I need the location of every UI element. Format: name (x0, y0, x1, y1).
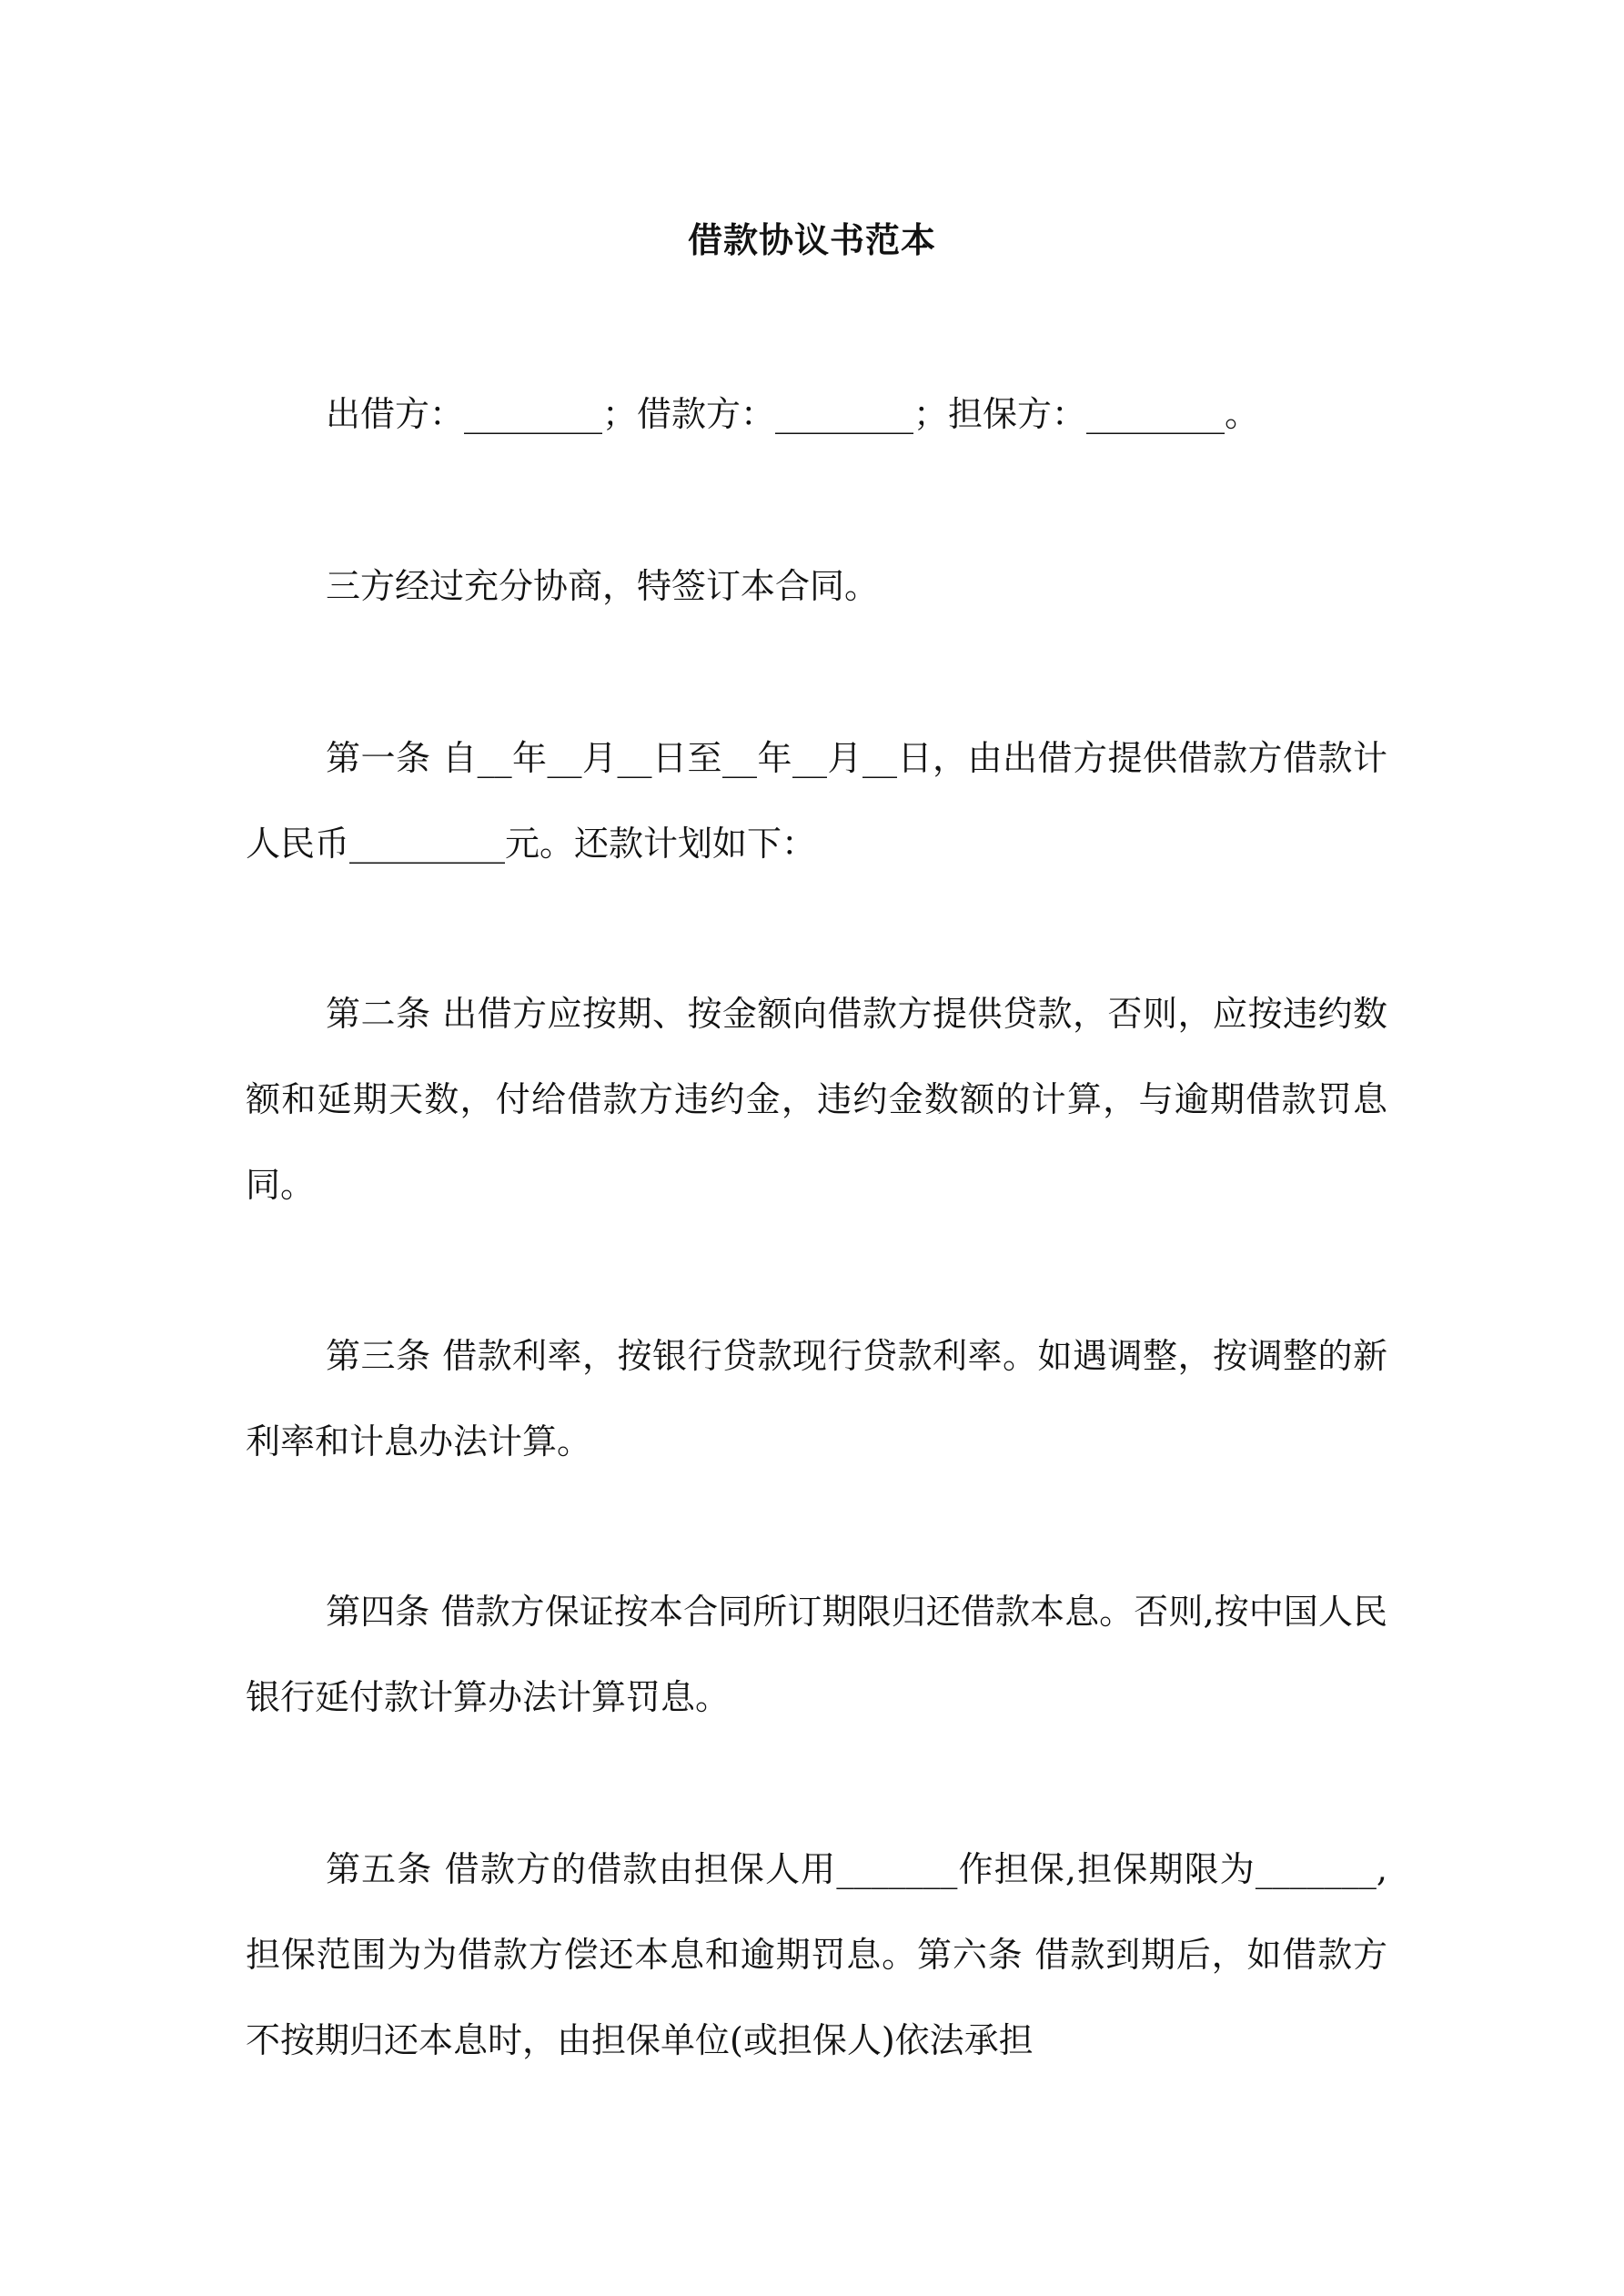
intro-paragraph: 三方经过充分协商，特签订本合同。 (326, 566, 880, 606)
article-4-paragraph: 第四条 借款方保证按本合同所订期限归还借款本息。否则,按中国人民银行延付款计算办法计算罚息。 (246, 1592, 1387, 1717)
article-2-paragraph: 第二条 出借方应按期、按金额向借款方提供贷款，否则，应按违约数额和延期天数，付给借款方违约金，违约金数额的计算，与逾期借款罚息同。 (246, 994, 1387, 1205)
document-title: 借款协议书范本 (687, 219, 936, 260)
article-3-paragraph: 第三条 借款利率，按银行贷款现行贷款利率。如遇调整，按调整的新利率和计息办法计算。 (246, 1336, 1387, 1462)
article-5-paragraph: 第五条 借款方的借款由担保人用_______作担保,担保期限为_______,担保范围为为借款方偿还本息和逾期罚息。第六条 借款到期后，如借款方不按期归还本息时，由担保单位(或担保人)依法承担 (246, 1849, 1387, 2060)
parties-paragraph: 出借方：________；借款方：________；担保方：________。 (326, 394, 1260, 434)
article-1-paragraph: 第一条 自__年__月__日至__年__月__日，由出借方提供借款方借款计人民币_________元。还款计划如下： (246, 738, 1387, 864)
